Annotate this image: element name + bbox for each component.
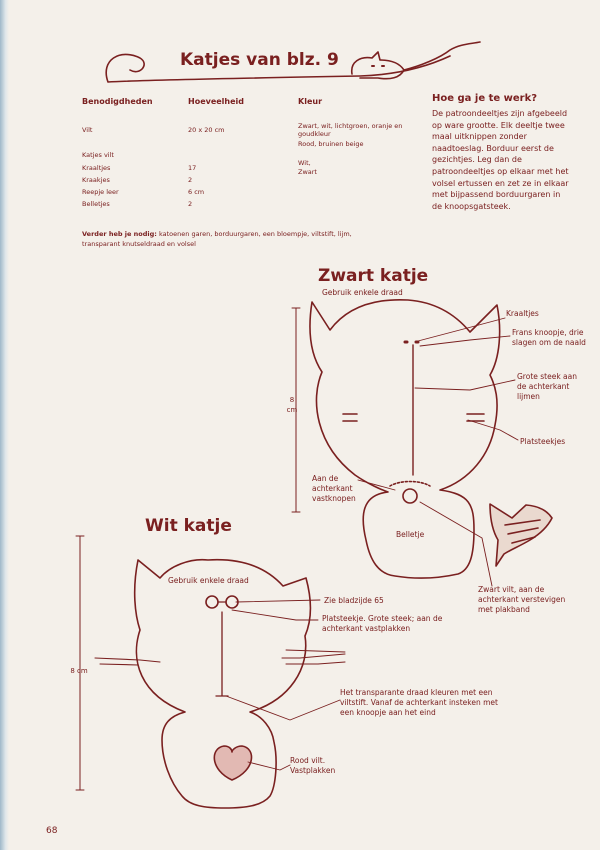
- materials-note-text: katoenen garen, borduurgaren, een bloempje, viltstift, lijm, transparant knutseldraad en volsel: [82, 230, 352, 248]
- page-title: Katjes van blz. 9: [180, 50, 339, 70]
- row-amount: 20 x 20 cm: [188, 126, 225, 134]
- row-item: Belletjes: [82, 200, 110, 208]
- label-transparante-draad: Het transparante draad kleuren met een viltstift. Vanaf de achterkant insteken met een knoopje aan het eind: [340, 688, 498, 717]
- heart-shape: [214, 746, 251, 780]
- label-grote-steek: Grote steek aan de achterkant lijmen: [517, 372, 578, 401]
- row-color: Zwart: [298, 168, 317, 176]
- black-cat-subheading: Gebruik enkele draad: [322, 288, 403, 297]
- row-item: Vilt: [82, 126, 93, 134]
- row-item: Kraakjes: [82, 176, 110, 184]
- materials-note-bold: Verder heb je nodig:: [82, 230, 157, 238]
- label-aan-de-achterkant: Aan de achterkant vastknopen: [312, 474, 356, 503]
- row-amount: 6 cm: [188, 188, 205, 196]
- black-cat-heading: Zwart katje: [318, 266, 429, 286]
- howto-heading: Hoe ga je te werk?: [432, 93, 538, 104]
- label-belletje: Belletje: [396, 530, 425, 539]
- row-item: Katjes vilt: [82, 151, 114, 159]
- col-header-amount: Hoeveelheid: [188, 97, 245, 106]
- materials-note: [82, 229, 382, 249]
- col-header-color: Kleur: [298, 97, 323, 106]
- white-cat-dimension: 8 cm: [70, 667, 88, 675]
- white-cat-heading: Wit katje: [145, 516, 232, 536]
- col-header-item: Benodigdheden: [82, 97, 153, 106]
- title-cat-icon: [352, 42, 480, 79]
- row-color: Zwart, wit, lichtgroen, oranje en goudkleur: [298, 122, 403, 138]
- label-frans-knoopje: Frans knoopje, drie slagen om de naald: [512, 328, 586, 347]
- label-zwart-vilt: Zwart vilt, aan de achterkant verstevigen met plakband: [478, 585, 566, 614]
- row-item: Reepje leer: [82, 188, 119, 196]
- row-item: Kraaltjes: [82, 164, 111, 172]
- fish-skeleton: [490, 504, 552, 566]
- label-kraaltjes: Kraaltjes: [506, 309, 539, 318]
- howto-text: De patroondeeltjes zijn afgebeeld op ware grootte. Elk deeltje twee maal uitknippen zonder naadtoeslag. Borduur eerst de gezichtjes. Leg dan de patroondeeltjes op elkaar met het volsel ertussen en zet ze in elkaar met bijpassend borduurgaren in de knoopsgatsteek.: [432, 109, 569, 211]
- row-amount: 2: [188, 176, 193, 184]
- row-color: Rood, bruinen beige: [298, 140, 364, 148]
- black-cat-dimension: 8 cm: [286, 396, 298, 414]
- label-rood-vilt: Rood vilt. Vastplakken: [290, 756, 336, 775]
- row-amount: 17: [188, 164, 197, 172]
- label-platsteekjes: Platsteekjes: [520, 437, 566, 446]
- page-number: 68: [46, 826, 58, 836]
- label-platsteekje: Platsteekje. Grote steek; aan de achterkant vastplakken: [322, 614, 443, 633]
- row-color: Wit,: [298, 159, 311, 167]
- white-cat-subheading: Gebruik enkele draad: [168, 576, 249, 585]
- row-amount: 2: [188, 200, 193, 208]
- label-zie-bladzijde: Zie bladzijde 65: [324, 596, 384, 605]
